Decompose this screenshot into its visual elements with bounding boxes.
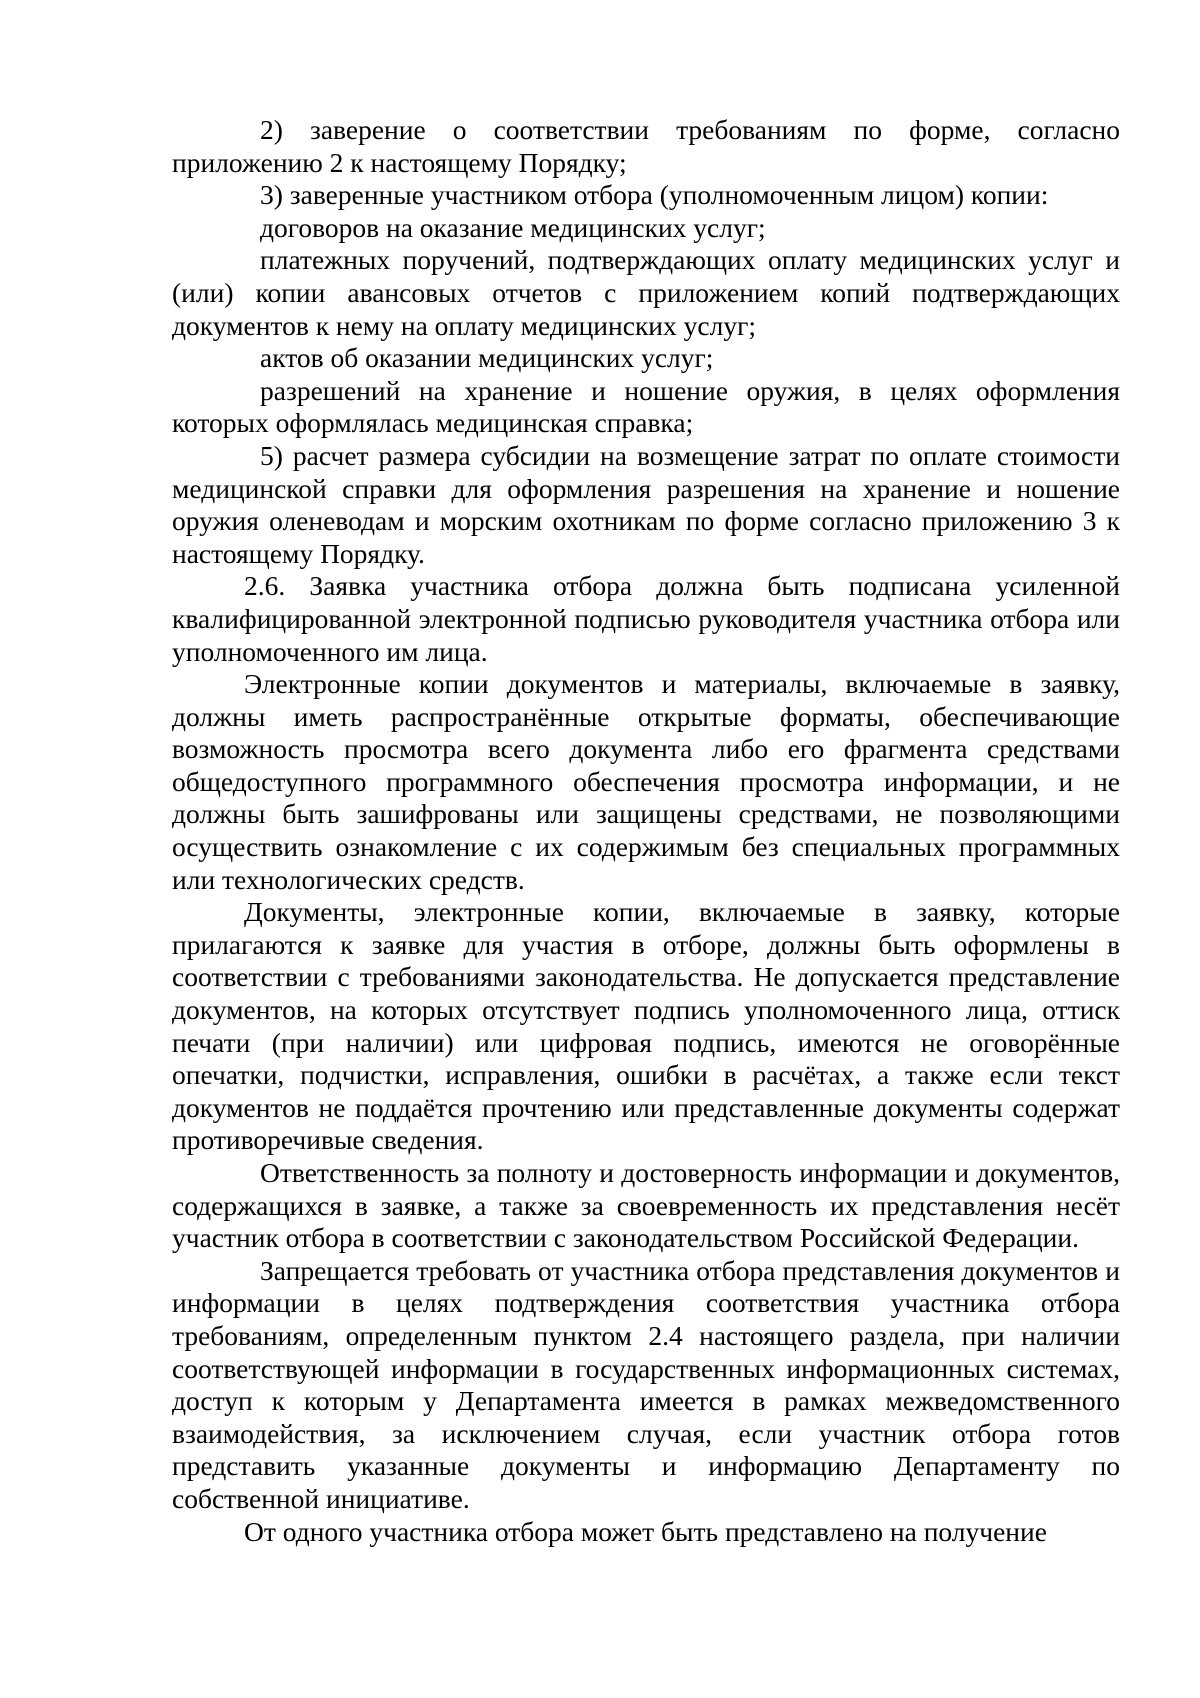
paragraph-2-6-signature: 2.6. Заявка участника отбора должна быть подписана усиленной квалифицированной электронной подписью руководителя участника отбора или уполномоченного им лица.: [172, 570, 1120, 667]
paragraph-medical-contracts: договоров на оказание медицинских услуг;: [260, 211, 766, 243]
paragraph-item-3-certified-copies: 3) заверенные участником отбора (уполномоченным лицом) копии:: [260, 179, 1049, 211]
paragraph-item-2-assurance: 2) заверение о соответствии требованиям по форме, согласно приложению 2 к настоящему Порядку;: [172, 114, 1120, 178]
paragraph-service-acts: актов об оказании медицинских услуг;: [260, 342, 714, 374]
paragraph-responsibility: Ответственность за полноту и достоверность информации и документов, содержащихся в заявке, а также за своевременность их представления несёт участник отбора в соответствии с законодательством Российской Федерации.: [172, 1157, 1120, 1254]
paragraph-document-requirements: Документы, электронные копии, включаемые в заявку, которые прилагаются к заявке для участия в отборе, должны быть оформлены в соответствии с требованиями законодательства. Не допускается представление документов, на которых отсутствует подпись уполномоченного лица, оттиск печати (при наличии) или цифровая подпись, имеются не оговорённые опечатки, подчистки, исправления, ошибки в расчётах, а также если текст документов не поддаётся прочтению или представленные документы содержат противоречивые сведения.: [172, 896, 1120, 1156]
paragraph-single-participant: От одного участника отбора может быть представлено на получение: [244, 1515, 1047, 1547]
paragraph-electronic-copies: Электронные копии документов и материалы, включаемые в заявку, должны иметь распространённые открытые форматы, обеспечивающие возможность просмотра всего документа либо его фрагмента средствами общедоступного программного обеспечения просмотра информации, и не должны быть зашифрованы или защищены средствами, не позволяющими осуществить ознакомление с их содержимым без специальных программных или технологических средств.: [172, 668, 1120, 895]
paragraph-weapon-permits: разрешений на хранение и ношение оружия, в целях оформления которых оформлялась медицинская справка;: [172, 374, 1120, 439]
document-page: [172, 114, 1120, 1548]
paragraph-payment-orders: платежных поручений, подтверждающих оплату медицинских услуг и (или) копии авансовых отчетов с приложением копий подтверждающих документов к нему на оплату медицинских услуг;: [172, 244, 1120, 341]
paragraph-item-5-subsidy-calculation: 5) расчет размера субсидии на возмещение затрат по оплате стоимости медицинской справки для оформления разрешения на хранение и ношение оружия оленеводам и морским охотникам по форме согласно приложению 3 к настоящему Порядку.: [172, 439, 1120, 569]
paragraph-prohibition: Запрещается требовать от участника отбора представления документов и информации в целях подтверждения соответствия участника отбора требованиям, определенным пунктом 2.4 настоящего раздела, при наличии соответствующей информации в государственных информационных системах, доступ к которым у Департамента имеется в рамках межведомственного взаимодействия, за исключением случая, если участник отбора готов представить указанные документы и информацию Департаменту по собственной инициативе.: [172, 1254, 1120, 1514]
